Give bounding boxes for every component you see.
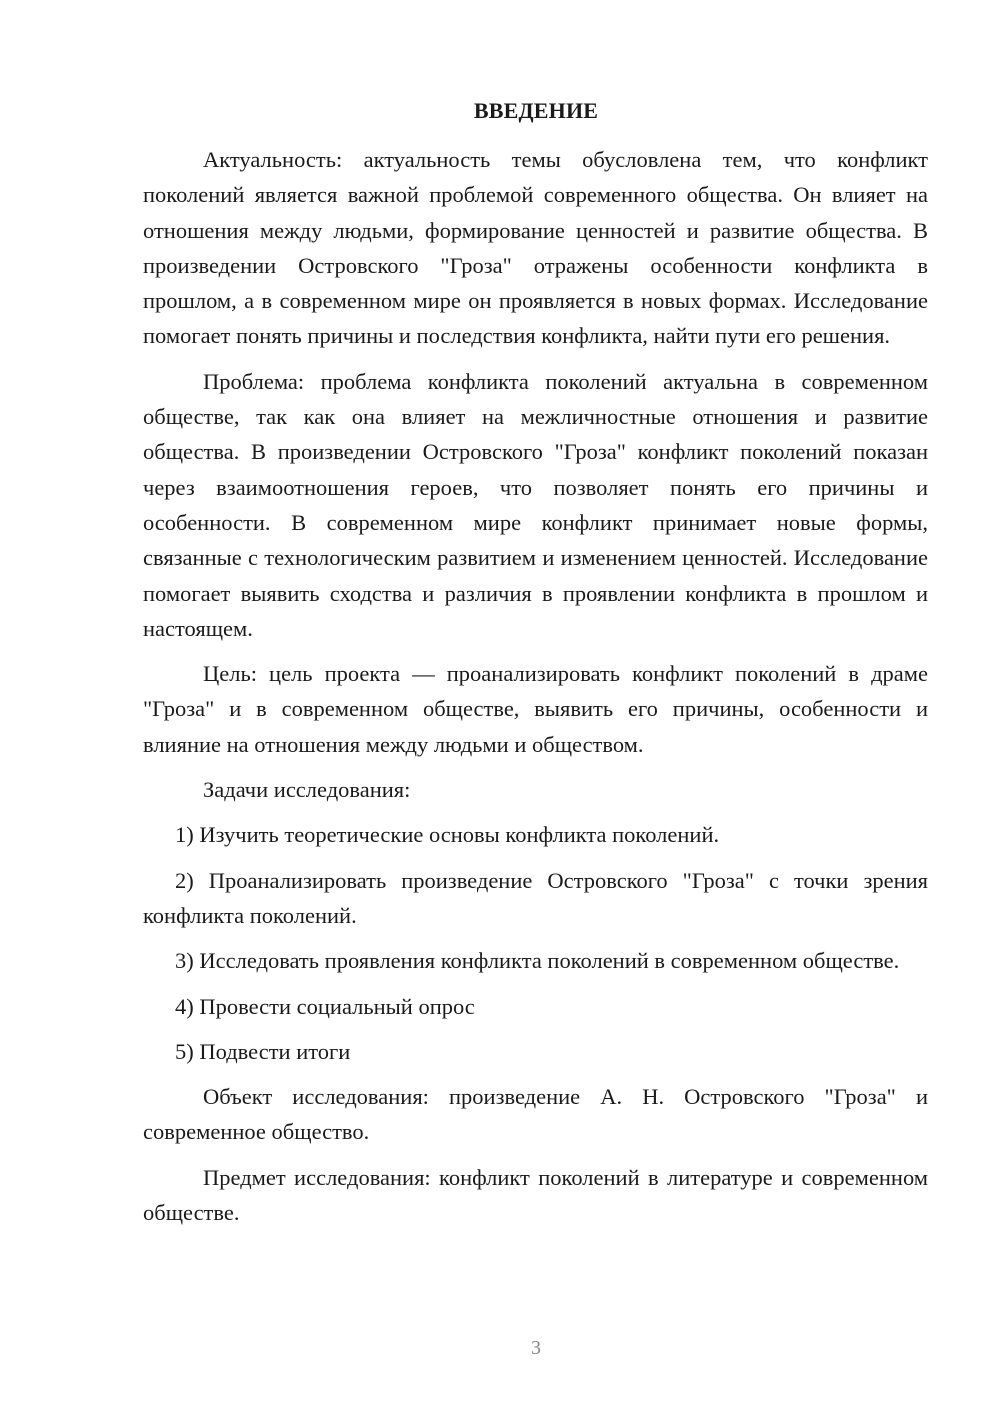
task-item-2: 2) Проанализировать произведение Островского "Гроза" с точки зрения конфликта поколений. <box>143 867 928 928</box>
task-item-5: 5) Подвести итоги <box>175 1038 351 1064</box>
object-paragraph: Объект исследования: произведение А. Н. Островского "Гроза" и современное общество. <box>143 1084 928 1145</box>
task-item-3: 3) Исследовать проявления конфликта поколений в современном обществе. <box>175 948 900 974</box>
task-item-4: 4) Провести социальный опрос <box>175 993 475 1019</box>
page-number: 3 <box>531 1337 541 1359</box>
relevance-paragraph: Актуальность: актуальность темы обусловлена тем, что конфликт поколений является важной проблемой современного общества. Он влияет на отношения между людьми, формирование ценностей и развитие общества. В произведении Островского "Гроза" отражены особенности конфликта в прошлом, а в современном мире он проявляется в новых формах. Исследование помогает понять причины и последствия конфликта, найти пути его решения. <box>143 147 928 349</box>
subject-paragraph: Предмет исследования: конфликт поколений в литературе и современном обществе. <box>143 1164 928 1226</box>
task-item-1: 1) Изучить теоретические основы конфликта поколений. <box>175 822 720 848</box>
document-body <box>143 142 928 1240</box>
goal-paragraph: Цель: цель проекта — проанализировать конфликт поколений в драме "Гроза" и в современном обществе, выявить его причины, особенности и влияние на отношения между людьми и обществом. <box>143 661 928 757</box>
page-title: ВВЕДЕНИЕ <box>473 98 599 123</box>
problem-paragraph: Проблема: проблема конфликта поколений актуальна в современном обществе, так как она влияет на межличностные отношения и развитие общества. В произведении Островского "Гроза" конфликт поколений показан через взаимоотношения героев, что позволяет понять его причины и особенности. В современном мире конфликт принимает новые формы, связанные с технологическим развитием и изменением ценностей. Исследование помогает выявить сходства и различия в проявлении конфликта в прошлом и настоящем. <box>143 368 928 641</box>
tasks-heading: Задачи исследования: <box>203 777 411 803</box>
